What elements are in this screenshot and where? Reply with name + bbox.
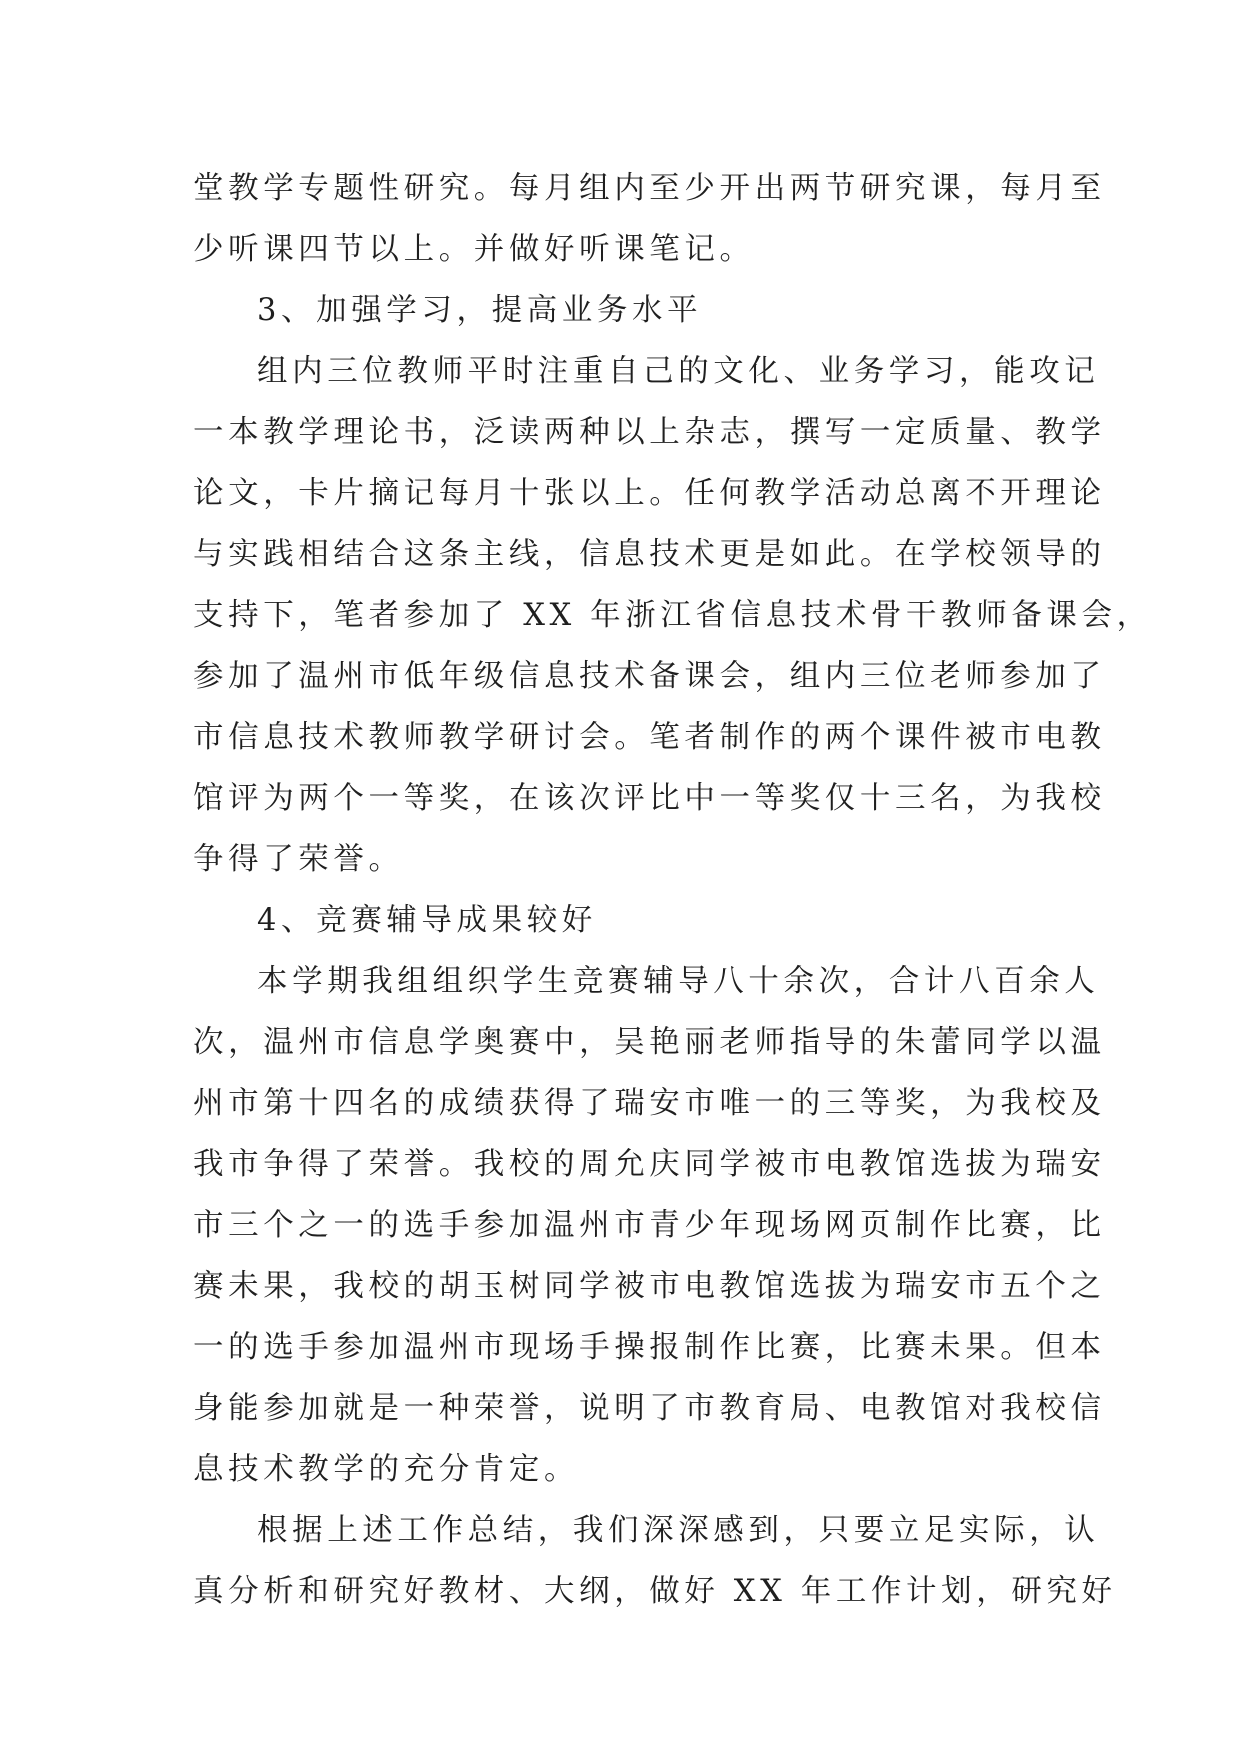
section-heading-3: 3、加强学习，提高业务水平 — [257, 293, 703, 328]
text-line: 州市第十四名的成绩获得了瑞安市唯一的三等奖，为我校及 — [193, 1086, 1106, 1121]
text-line: 争得了荣誉。 — [193, 842, 404, 877]
text-line: 真分析和研究好教材、大纲，做好 XX 年工作计划，研究好 — [193, 1574, 1117, 1609]
section-heading-4: 4、竞赛辅导成果较好 — [257, 903, 597, 938]
text-line: 根据上述工作总结，我们深深感到，只要立足实际，认 — [257, 1513, 1100, 1548]
text-line: 身能参加就是一种荣誉，说明了市教育局、电教馆对我校信 — [193, 1391, 1106, 1426]
text-line: 市信息技术教师教学研讨会。笔者制作的两个课件被市电教 — [193, 720, 1106, 755]
text-line: 息技术教学的充分肯定。 — [193, 1452, 580, 1487]
text-line: 我市争得了荣誉。我校的周允庆同学被市电教馆选拔为瑞安 — [193, 1147, 1106, 1182]
text-line: 与实践相结合这条主线，信息技术更是如此。在学校领导的 — [193, 537, 1106, 572]
text-line: 馆评为两个一等奖，在该次评比中一等奖仅十三名，为我校 — [193, 781, 1106, 816]
text-line: 堂教学专题性研究。每月组内至少开出两节研究课，每月至 — [193, 171, 1106, 206]
text-line: 少听课四节以上。并做好听课笔记。 — [193, 232, 755, 267]
text-line: 赛未果，我校的胡玉树同学被市电教馆选拔为瑞安市五个之 — [193, 1269, 1106, 1304]
text-line: 一的选手参加温州市现场手操报制作比赛，比赛未果。但本 — [193, 1330, 1106, 1365]
text-line: 本学期我组组织学生竞赛辅导八十余次，合计八百余人 — [257, 964, 1100, 999]
text-line: 组内三位教师平时注重自己的文化、业务学习，能攻记 — [257, 354, 1100, 389]
document-body — [193, 158, 1152, 1622]
text-line: 市三个之一的选手参加温州市青少年现场网页制作比赛，比 — [193, 1208, 1106, 1243]
text-line: 论文，卡片摘记每月十张以上。任何教学活动总离不开理论 — [193, 476, 1106, 511]
text-line: 次，温州市信息学奥赛中，吴艳丽老师指导的朱蕾同学以温 — [193, 1025, 1106, 1060]
text-line: 参加了温州市低年级信息技术备课会，组内三位老师参加了 — [193, 659, 1106, 694]
text-line: 支持下，笔者参加了 XX 年浙江省信息技术骨干教师备课会， — [193, 598, 1152, 633]
text-line: 一本教学理论书，泛读两种以上杂志，撰写一定质量、教学 — [193, 415, 1106, 450]
